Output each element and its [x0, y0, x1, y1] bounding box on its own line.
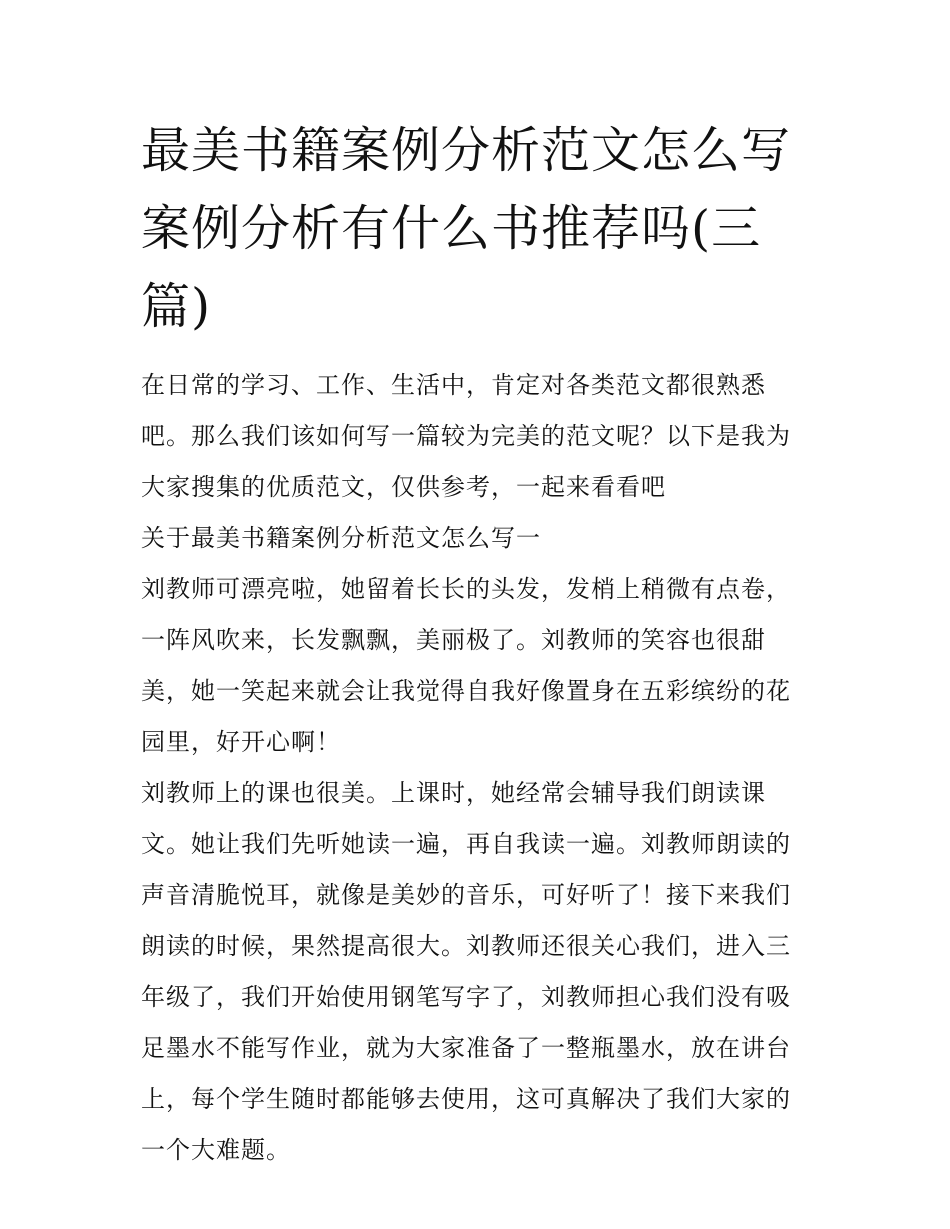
title-line: 篇)	[141, 278, 212, 335]
body-paragraph: 刘教师上的课也很美。上课时，她经常会辅导我们朗读课文。她让我们先听她读一遍，再自我读一遍。刘教师朗读的声音清脆悦耳，就像是美妙的音乐，可好听了！接下来我们朗读的时候，果然提高很大。刘教师还很关心我们，进入三年级了，我们开始使用钢笔写字了，刘教师担心我们没有吸足墨水不能写作业，就为大家准备了一整瓶墨水，放在讲台上，每个学生随时都能够去使用，这可真解决了我们大家的一个大难题。	[141, 779, 791, 1164]
intro-paragraph: 在日常的学习、工作、生活中，肯定对各类范文都很熟悉吧。那么我们该如何写一篇较为完美的范文呢？以下是我为大家搜集的优质范文，仅供参考，一起来看看吧	[141, 371, 791, 501]
section-heading: 关于最美书籍案例分析范文怎么写一	[141, 524, 541, 552]
body-paragraph: 刘教师可漂亮啦，她留着长长的头发，发梢上稍微有点卷，一阵风吹来，长发飘飘，美丽极了。刘教师的笑容也很甜美，她一笑起来就会让我觉得自我好像置身在五彩缤纷的花园里，好开心啊！	[141, 575, 791, 756]
title-line: 案例分析有什么书推荐吗(三	[141, 200, 762, 257]
document-body	[141, 360, 813, 1176]
title-line: 最美书籍案例分析范文怎么写	[141, 122, 792, 179]
document-page	[141, 112, 813, 1176]
document-title	[141, 112, 813, 346]
